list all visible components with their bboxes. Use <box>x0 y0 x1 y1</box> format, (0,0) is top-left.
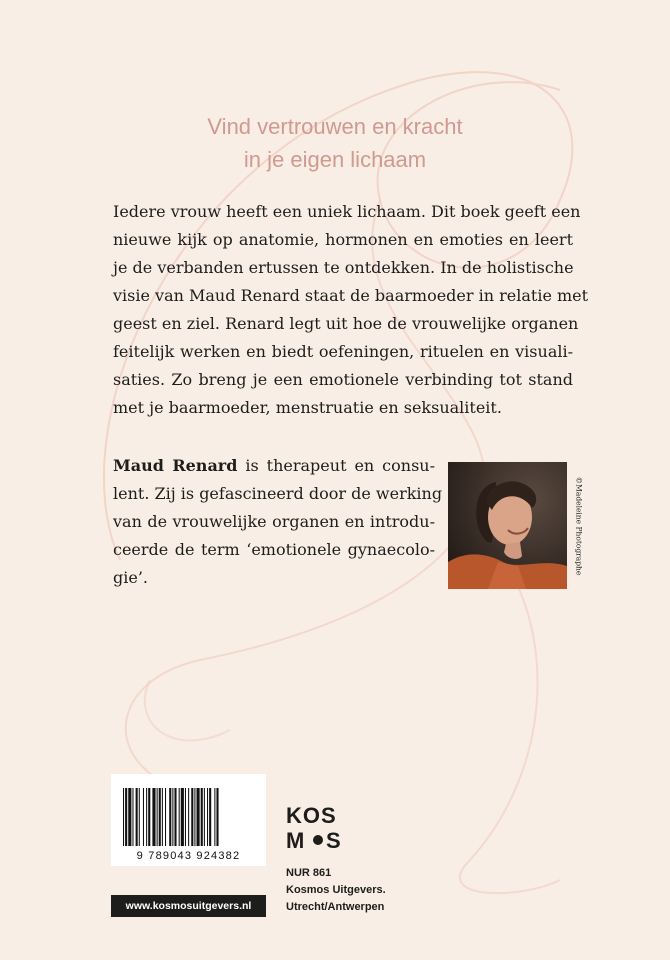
barcode-bar <box>128 788 131 846</box>
barcode-bar <box>181 788 184 846</box>
barcode-bar <box>191 788 193 846</box>
logo-bottom-right-text: S <box>326 828 341 851</box>
kosmos-logo <box>286 803 346 851</box>
barcode-bar <box>169 788 171 846</box>
bio-line: van de vrouwelijke organen en introdu- <box>113 512 435 531</box>
barcode-bar <box>194 788 195 846</box>
barcode-bar <box>197 788 200 846</box>
bio-line: ceerde de term ‘emotionele gynaecolo- <box>113 540 435 559</box>
blurb-line: Iedere vrouw heeft een uniek lichaam. Dit boek geeft een <box>113 202 581 221</box>
tagline <box>0 110 670 176</box>
photo-credit-text: ©Madeleine Photographe <box>574 476 584 575</box>
barcode-bar <box>209 788 211 846</box>
blurb-text <box>113 198 589 422</box>
barcode-bar <box>148 788 150 846</box>
barcode-bar <box>146 788 147 846</box>
website-url: www.kosmosuitgevers.nl <box>111 895 266 917</box>
logo-top-text: KOS <box>286 803 337 828</box>
barcode <box>111 774 266 866</box>
blurb-line: saties. Zo breng je een emotionele verbinding tot stand <box>113 370 573 389</box>
bio-line-1-rest: is therapeut en consu- <box>237 456 436 475</box>
barcode-bar <box>214 788 215 846</box>
blurb-line: nieuwe kijk op anatomie, hormonen en emoties en leert <box>113 230 573 249</box>
publisher-place: Utrecht/Antwerpen <box>286 901 385 913</box>
barcode-bar <box>132 788 133 846</box>
bio-line: lent. Zij is gefascineerd door de werking <box>113 484 443 503</box>
barcode-bar <box>174 788 176 846</box>
barcode-bar <box>123 788 124 846</box>
photo-credit <box>572 462 586 589</box>
blurb-line: feitelijk werken en biedt oefeningen, rituelen en visuali- <box>113 342 573 361</box>
barcode-bar <box>157 788 158 846</box>
publisher-info <box>286 865 436 916</box>
barcode-bar <box>216 788 218 846</box>
blurb-line: geest en ziel. Renard legt uit hoe de vrouwelijke organen <box>113 314 579 333</box>
author-photo <box>448 462 567 589</box>
barcode-bar <box>201 788 203 846</box>
barcode-bar <box>125 788 127 846</box>
bio-line <box>113 452 435 480</box>
blurb-line: je de verbanden ertussen te ontdekken. In de holistische <box>113 258 574 277</box>
publisher-name: Kosmos Uitgevers. <box>286 884 386 896</box>
isbn-number: 9 789043 924382 <box>136 850 241 862</box>
barcode-bar <box>162 788 163 846</box>
barcode-bar <box>159 788 161 846</box>
barcode-bar <box>188 788 189 846</box>
barcode-bar <box>207 788 208 846</box>
barcode-bar <box>179 788 180 846</box>
tagline-line-2: in je eigen lichaam <box>243 147 427 172</box>
blurb-line: met je baarmoeder, menstruatie en seksualiteit. <box>113 398 502 417</box>
author-name: Maud Renard <box>113 456 238 475</box>
barcode-bar <box>139 788 140 846</box>
barcode-bar <box>136 788 138 846</box>
logo-bottom-left-text: M <box>286 828 305 851</box>
barcode-bar <box>165 788 166 846</box>
author-portrait-image <box>448 462 567 589</box>
author-bio <box>113 452 443 592</box>
barcode-bar <box>172 788 173 846</box>
barcode-bar <box>143 788 144 846</box>
nur-code: NUR 861 <box>286 867 332 879</box>
barcode-bar <box>204 788 205 846</box>
bio-line: gie’. <box>113 568 148 587</box>
logo-dot-icon <box>313 835 323 845</box>
barcode-bar <box>185 788 186 846</box>
barcode-bar <box>152 788 155 846</box>
tagline-line-1: Vind vertrouwen en kracht <box>207 114 463 139</box>
blurb-line: visie van Maud Renard staat de baarmoeder in relatie met <box>113 286 589 305</box>
